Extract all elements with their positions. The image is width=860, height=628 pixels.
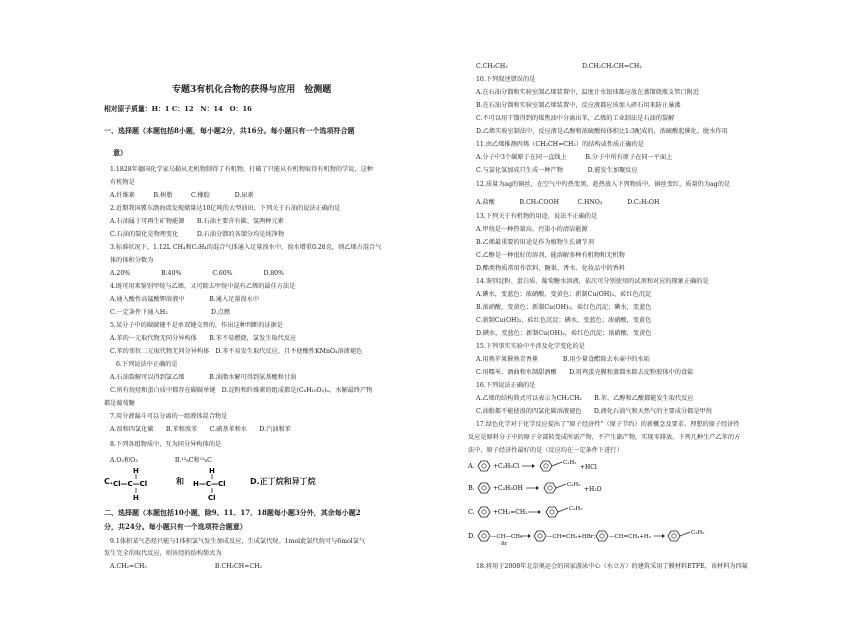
reaction-c: [468, 504, 808, 520]
q15-options-ab: A.用熟苹果催熟青香蕉 B.用少量食醋除去水壶中的水垢: [476, 356, 650, 363]
page-title: 专题3有机化合物的获得与应用 检测题: [172, 85, 332, 95]
reaction-a: [468, 458, 808, 474]
q14-option-a: A.碘水，变蓝色；浓硝酸，变黄色；新制Cu(OH)₂，砖红色沉淀: [476, 291, 652, 298]
q7-options: A.溴和四氯化碳 B.苯和溴苯 C.硝基苯和水 D.汽油和苯: [110, 426, 291, 433]
q16-line1: 16.下列说法正确的是: [476, 382, 536, 389]
section1-heading: 一、选择题（本题包括8小题，每小题2分，共16分。每小题只有一个选项符合题: [104, 126, 355, 135]
svg-text:+C₂H₅Cl: +C₂H₅Cl: [493, 463, 520, 470]
q6-options-cont: 都是葡萄糖: [104, 400, 135, 407]
q9-line1: 9.1体积某气态烃只能与1体积氯气发生加成反应，生成氯代烷。1mol此氯代烷可与6mol氯气: [110, 538, 366, 545]
reaction-a-diagram: [468, 458, 808, 474]
q5-line1: 5.某分子中的碳碳键不是单双键交替的，作出这种判断的证据是: [110, 322, 283, 329]
q8-option-c-label: C.: [104, 477, 113, 486]
svg-text:Cl: Cl: [208, 494, 216, 502]
q2-line1: 2.近期我国冀东渤海湾发现储量达10亿吨的大型油田，下列关于石油的说法正确的是: [110, 205, 341, 212]
q8-structure-c: [104, 466, 316, 502]
q1-line1: 1.1828年德国化学家乌勒从无机物制得了有机物，打破了只能从有机物取得有机物的学说，这种: [110, 166, 373, 173]
q3-line2: 体的体积分数为: [110, 257, 154, 264]
reaction-c-diagram: [468, 504, 808, 520]
section2-heading: 二、选择题（本题包括10小题，除9、11、17、18题每小题3分外，其余每小题2: [104, 508, 361, 517]
q6-line1: 6.下列说法中正确的是: [116, 361, 178, 368]
svg-text:+HCl: +HCl: [580, 464, 597, 471]
q2-options-ab: A.石油属于可再生矿物能源 B.石油主要含有碳、氢两种元素: [110, 218, 284, 225]
reaction-b: [468, 480, 808, 496]
svg-text:H: H: [133, 494, 139, 502]
q11-line1: 11.由乙烯推测丙烯（CH₂CH=CH₂）的结构或性质正确的是: [476, 141, 644, 148]
reaction-d-diagram: [468, 528, 820, 546]
q17-line2: 反应是原料分子中的原子全部转变成所需产物，不产生副产物，实现零排放。下列几种生产乙苯的方: [468, 434, 741, 441]
q13-option-c: C.乙醇是一种很好的溶剂，能溶解多种有机物和无机物: [476, 252, 625, 259]
q3-options: A.20% B.40% C.60% D.80%: [110, 270, 284, 277]
svg-text:C₂H₅: C₂H₅: [569, 506, 583, 512]
q14-option-c: C.新制Cu(OH)₂，砖红色沉淀；碘水，变蓝色；浓硝酸，变黄色: [476, 317, 652, 324]
q16-options-cd: C.油脂都不能使溴的四氯化碳溶液褪色 D.液化石油气和天然气的主要成分都是甲烷: [476, 408, 712, 415]
svg-text:C₂H₅: C₂H₅: [563, 460, 577, 466]
q15-line1: 15.下列事实实验中不涉及化学变化的是: [476, 343, 585, 350]
q10-option-b: B.在石油分馏和实验室制乙烯装置中，反应液都应该加入碎石用来防止暴沸: [476, 102, 681, 109]
q9-line2: 发生完全的取代反应，则该烃的结构简式为: [104, 550, 222, 557]
q1-line2: 有机物是: [110, 179, 135, 186]
svg-text:—CH=CH₂+H₂: —CH=CH₂+H₂: [609, 534, 651, 540]
q6-options-cd: C.所有烷烃和蛋白质中都存在碳碳单键 D.淀粉和纤维素的组成都是(C₆H₁₀O₅)ₙ，水解最终产物: [110, 387, 373, 394]
q8-options-ab: A.O₂和O₃ B.¹²₆C和¹³₆C: [110, 457, 212, 464]
svg-text:H: H: [133, 467, 139, 475]
svg-text:Cl—C—Cl: Cl—C—Cl: [113, 480, 148, 488]
q9-options-cd: C.CH₃CH₃ D.CH₂CH₂CH=CH₂: [476, 63, 642, 70]
svg-text:A.: A.: [468, 462, 475, 470]
dichloromethane-structure-1: [113, 466, 173, 502]
q4-line1: 4.既可用来鉴别甲烷与乙烯，又可除去甲烷中混有乙烯的最佳方法是: [110, 283, 296, 290]
q10-line1: 10.下列叙述错误的是: [476, 76, 536, 83]
q10-option-a: A.在石油分馏和实验室制乙烯装置中，温度计水银球都应放在蒸馏烧瓶支管口附近: [476, 89, 699, 96]
q11-options-ab: A.分子中3个碳原子在同一直线上 B.分子中所有原子在同一平面上: [476, 154, 673, 161]
q12-line1: 12.质量为ag的铜丝，在空气中灼热变黑，趁热放入下列物质中，铜丝变红，质量仍为ag的是: [476, 181, 731, 188]
svg-text:C.: C.: [468, 508, 475, 516]
svg-text:B.: B.: [468, 484, 475, 492]
q2-options-cd: C.石油的裂化是物理变化 D.石油分馏的各馏分均是纯净物: [110, 231, 285, 238]
atomic-mass-line: 相对原子质量：H：1 C：12 N：14 O：16: [104, 105, 252, 113]
q3-line1: 3.标准状况下，1.12L CH₄和C₂H₄的混合气体通入足量溴水中，溴水增重0.28克，则乙烯占混合气: [110, 244, 382, 251]
section1-heading-cont: 意）: [113, 148, 127, 157]
svg-text:+C₂H₅OH: +C₂H₅OH: [493, 485, 523, 492]
q16-options-ab: A.乙烯的结构简式可以表示为CH₂CH₂ B.苯、乙醇和乙酸都能发生取代反应: [476, 395, 694, 402]
q11-options-cd: C.与氯化氢加成只生成一种产物 D.能发生加聚反应: [476, 167, 638, 174]
q12-options: A.盐酸 B.CH₃COOH C.HNO₃ D.C₂H₅OH: [476, 199, 660, 206]
svg-text:—CH—CH₃: —CH—CH₃: [491, 534, 523, 540]
q6-options-ab: A.石油裂解可以得到氯乙烯 B.油脂水解可得到氨基酸和甘油: [110, 374, 297, 381]
q13-option-b: B.乙烯最重要的用途是作为植物生长调节剂: [476, 239, 594, 246]
q17-line1: 17.绿色化学对于化学反应提出了“原子经济性”（原子节约）的新概念及要求。理想的原子经济性: [476, 421, 740, 428]
q4-options-ab: A.通入酸性高锰酸钾溶液中 B.通入足量溴水中: [110, 296, 260, 303]
svg-text:+CH₂=CH₂: +CH₂=CH₂: [493, 509, 528, 516]
q13-line1: 13.下列关于有机物的用途，说法不正确的是: [476, 213, 598, 220]
q9-options-ab: A.CH₂=CH₂ B.CH₃CH=CH₂: [110, 563, 262, 570]
q5-options-ab: A.苯的一元取代物无同分异构体 B.苯不易燃烧，氯发生取代反应: [110, 335, 297, 342]
q18-line1: 18.将用于2008年北京奥运会的国家游泳中心（水立方）的建筑采用了膜材料ETFE，该材料为四氟: [476, 563, 748, 570]
dichloromethane-structure-2: [190, 466, 245, 502]
q8-option-d: D.正丁烷和异丁烷: [250, 477, 316, 486]
q8-and-label: 和: [176, 477, 184, 486]
q10-option-d: D.乙烯实验室制法中，反应液是乙醇和浓硫酸按体积比1:3配成的，浓硫酸起催化、脱水作用: [476, 128, 728, 135]
q13-option-a: A.甲烷是一种热量高、污染小的清洁能源: [476, 226, 588, 233]
svg-text:—CH=CH₂+HBr；: —CH=CH₂+HBr；: [547, 534, 599, 540]
svg-text:+H₂O: +H₂O: [584, 486, 602, 493]
q14-option-b: B.浓硝酸，变黄色；新制Cu(OH)₂，砖红色沉淀；碘水，变蓝色: [476, 304, 652, 311]
q4-options-cd: C.一定条件下通入H₂ D.点燃: [110, 309, 231, 316]
section2-heading-cont: 分，共24分。每小题只有一个选项符合题意）: [104, 522, 247, 531]
svg-text:H—C—Cl: H—C—Cl: [193, 480, 226, 488]
svg-text:Br: Br: [501, 541, 508, 546]
q8-line1: 8.下列各组物质中，互为同分异构体的是: [110, 441, 222, 448]
q1-options: A.纤维素 B.树脂 C.橡胶 D.尿素: [110, 192, 254, 199]
q17-line3: 法中，原子经济性最好的是（反应均在一定条件下进行）: [468, 447, 623, 454]
q15-options-cd: C.用糯米、酒曲和水制甜酒酿 D.用鸡蛋壳膜和蒸馏水除去淀粉胶体中的食盐: [476, 369, 694, 376]
q14-line1: 14.鉴别淀粉、蛋白质、葡萄糖水溶液，依次可分别使用的试剂和对应的现象正确的是: [476, 278, 709, 285]
reaction-d: [468, 528, 820, 546]
svg-text:C₂H₅: C₂H₅: [567, 482, 581, 488]
q10-option-c: C.不可以用干馏得到的煤焦油中分离出苯，乙烯的工业制法是石油的裂解: [476, 115, 675, 122]
reaction-b-diagram: [468, 480, 808, 496]
svg-text:D.: D.: [468, 532, 476, 540]
q7-line1: 7.用分液漏斗可以分离的一组液体混合物是: [110, 413, 228, 420]
q14-option-d: D.碘水，变蓝色；新制Cu(OH)₂，砖红色沉淀；浓硝酸，变黄色: [476, 330, 652, 337]
svg-text:H: H: [209, 467, 215, 475]
svg-text:C₂H₅: C₂H₅: [691, 530, 705, 536]
q13-option-d: D.酯类物质常用作饮料、糖果、香水、化妆品中的香料: [476, 265, 626, 272]
q5-options-cd: C.苯的邻位二元取代物无同分异构体 D.苯不易发生取代反应，且不使酸性KMnO₄溶液褪色: [110, 348, 363, 355]
